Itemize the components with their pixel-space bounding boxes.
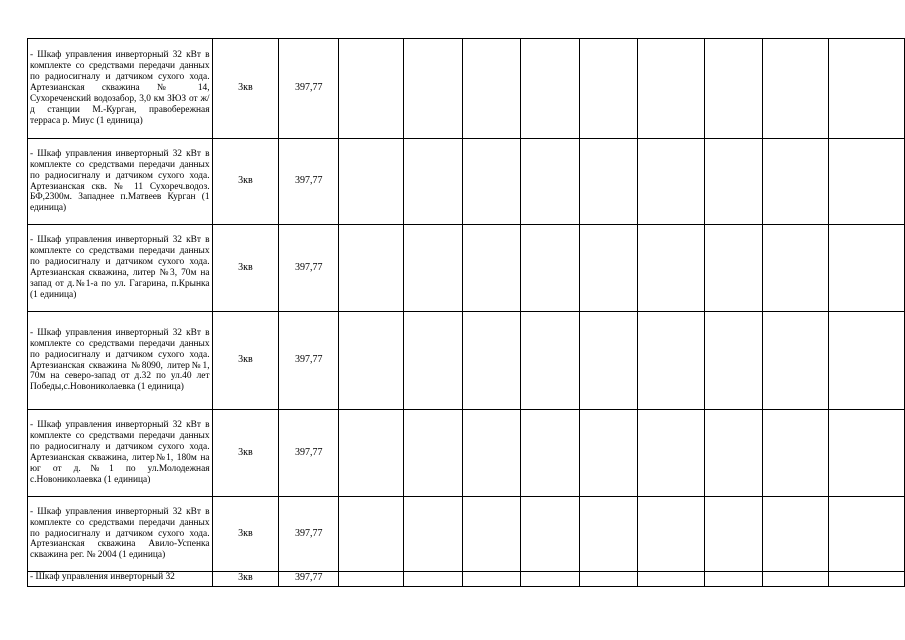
- empty-cell: [829, 572, 905, 587]
- empty-cell: [829, 139, 905, 225]
- empty-cell: [829, 497, 905, 572]
- empty-cell: [462, 139, 521, 225]
- empty-cell: [339, 139, 404, 225]
- empty-cell: [404, 410, 463, 497]
- empty-cell: [638, 312, 704, 410]
- empty-cell: [579, 497, 638, 572]
- item-description: - Шкаф управления инверторный 32 кВт в комплекте со средствами передачи данных по радиосигналу и датчиком сухого хода. Артезианская скважина, литер №3, 70м на запад от д.№1-а по ул. Гагарина, п.Крынка (1 единица): [28, 225, 213, 312]
- empty-cell: [339, 225, 404, 312]
- delivery-term: 3кв: [212, 39, 279, 139]
- empty-cell: [763, 139, 829, 225]
- unit-price: 397,77: [279, 39, 339, 139]
- empty-cell: [704, 572, 763, 587]
- table-row: [28, 139, 905, 225]
- empty-cell: [462, 39, 521, 139]
- delivery-term: 3кв: [212, 139, 279, 225]
- empty-cell: [763, 410, 829, 497]
- empty-cell: [704, 497, 763, 572]
- item-description: - Шкаф управления инверторный 32 кВт в комплекте со средствами передачи данных по радиосигналу и датчиком сухого хода. Артезианская скважина Авило-Успенка скважина рег. № 2004 (1 единица): [28, 497, 213, 572]
- empty-cell: [638, 39, 704, 139]
- table-row: [28, 410, 905, 497]
- empty-cell: [521, 139, 580, 225]
- empty-cell: [579, 312, 638, 410]
- empty-cell: [404, 139, 463, 225]
- item-description: - Шкаф управления инверторный 32 кВт в комплекте со средствами передачи данных по радиосигналу и датчиком сухого хода. Артезианская скважина № 14, Сухореченский водозабор, 3,0 км ЗЮЗ от ж/д станции М.-Курган, правобережная терраса р. Миус (1 единица): [28, 39, 213, 139]
- empty-cell: [579, 410, 638, 497]
- empty-cell: [579, 39, 638, 139]
- unit-price: 397,77: [279, 225, 339, 312]
- empty-cell: [763, 225, 829, 312]
- empty-cell: [521, 497, 580, 572]
- empty-cell: [404, 497, 463, 572]
- empty-cell: [462, 497, 521, 572]
- empty-cell: [462, 312, 521, 410]
- empty-cell: [829, 225, 905, 312]
- empty-cell: [704, 312, 763, 410]
- table-row: [28, 497, 905, 572]
- empty-cell: [521, 410, 580, 497]
- empty-cell: [829, 410, 905, 497]
- empty-cell: [829, 312, 905, 410]
- empty-cell: [638, 497, 704, 572]
- empty-cell: [638, 572, 704, 587]
- unit-price: 397,77: [279, 572, 339, 587]
- empty-cell: [579, 572, 638, 587]
- empty-cell: [339, 410, 404, 497]
- empty-cell: [462, 410, 521, 497]
- empty-cell: [339, 312, 404, 410]
- empty-cell: [521, 39, 580, 139]
- empty-cell: [763, 39, 829, 139]
- empty-cell: [638, 410, 704, 497]
- item-description: - Шкаф управления инверторный 32 кВт в комплекте со средствами передачи данных по радиосигналу и датчиком сухого хода. Артезианская скважина, литер№1, 180м на юг от д.№1 по ул.Молодежная с.Новониколаевка (1 единица): [28, 410, 213, 497]
- empty-cell: [638, 225, 704, 312]
- empty-cell: [462, 225, 521, 312]
- table-row: [28, 39, 905, 139]
- empty-cell: [404, 312, 463, 410]
- empty-cell: [339, 497, 404, 572]
- empty-cell: [339, 572, 404, 587]
- empty-cell: [704, 39, 763, 139]
- empty-cell: [404, 572, 463, 587]
- delivery-term: 3кв: [212, 572, 279, 587]
- empty-cell: [579, 139, 638, 225]
- empty-cell: [704, 225, 763, 312]
- empty-cell: [763, 497, 829, 572]
- empty-cell: [462, 572, 521, 587]
- empty-cell: [521, 225, 580, 312]
- delivery-term: 3кв: [212, 312, 279, 410]
- empty-cell: [763, 572, 829, 587]
- unit-price: 397,77: [279, 497, 339, 572]
- unit-price: 397,77: [279, 312, 339, 410]
- delivery-term: 3кв: [212, 497, 279, 572]
- item-description: - Шкаф управления инверторный 32: [28, 572, 213, 587]
- unit-price: 397,77: [279, 139, 339, 225]
- delivery-term: 3кв: [212, 225, 279, 312]
- empty-cell: [404, 39, 463, 139]
- empty-cell: [579, 225, 638, 312]
- empty-cell: [521, 312, 580, 410]
- unit-price: 397,77: [279, 410, 339, 497]
- empty-cell: [704, 410, 763, 497]
- empty-cell: [704, 139, 763, 225]
- item-description: - Шкаф управления инверторный 32 кВт в комплекте со средствами передачи данных по радиосигналу и датчиком сухого хода. Артезианская скважина №8090, литер№1, 70м на северо-запад от д.32 по ул.40 лет Победы,с.Новониколаевка (1 единица): [28, 312, 213, 410]
- item-description: - Шкаф управления инверторный 32 кВт в комплекте со средствами передачи данных по радиосигналу и датчиком сухого хода. Артезианская скв. № 11 Сухореч.водоз. БФ,2300м. Западнее п.Матвеев Курган (1 единица): [28, 139, 213, 225]
- empty-cell: [521, 572, 580, 587]
- procurement-table: [27, 38, 905, 587]
- empty-cell: [763, 312, 829, 410]
- table-row: [28, 225, 905, 312]
- table-row: [28, 572, 905, 587]
- empty-cell: [829, 39, 905, 139]
- empty-cell: [404, 225, 463, 312]
- table-row: [28, 312, 905, 410]
- delivery-term: 3кв: [212, 410, 279, 497]
- empty-cell: [638, 139, 704, 225]
- empty-cell: [339, 39, 404, 139]
